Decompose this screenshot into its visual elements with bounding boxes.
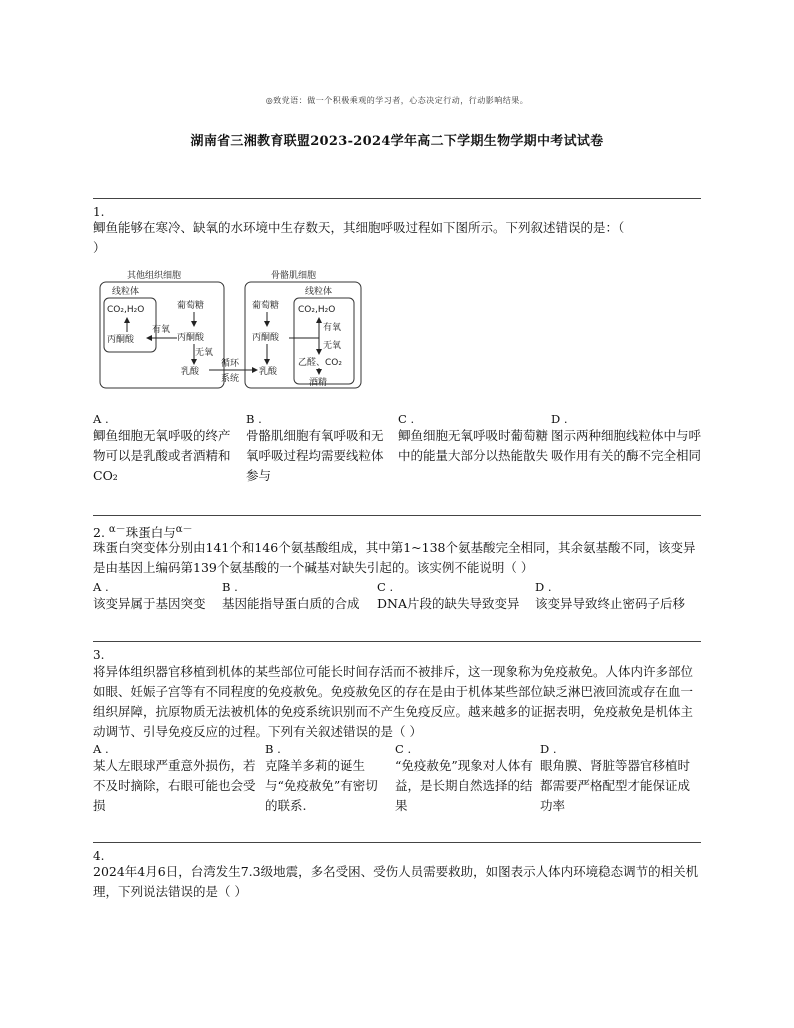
lactate-label: 乳酸 [181, 367, 200, 377]
option-d[interactable] [551, 412, 703, 466]
left-cell-title: 其他组织细胞 [127, 271, 182, 281]
option-d[interactable] [540, 742, 700, 816]
option-text: 鲫鱼细胞无氧呼吸的终产物可以是乳酸或者酒精和CO₂ [93, 428, 231, 483]
option-text: 图示两种细胞线粒体中与呼吸作用有关的酶不完全相同 [551, 428, 702, 463]
pyruvate-label: 丙酮酸 [107, 335, 135, 345]
option-label: D . [551, 412, 568, 426]
question-divider [93, 515, 701, 516]
alpha-symbol: α－ [108, 524, 126, 535]
co2-h2o-label: CO₂,H₂O [298, 305, 336, 315]
question-number: 3. [93, 648, 105, 662]
pyruvate-label: 丙酮酸 [252, 333, 280, 343]
question-divider [93, 842, 701, 843]
option-a[interactable] [93, 412, 238, 486]
option-b[interactable] [222, 580, 374, 614]
anaerobic-label: 无氧 [195, 348, 214, 358]
option-text: 骨骼肌细胞有氧呼吸和无氧呼吸过程均需要线粒体参与 [246, 428, 384, 483]
question-stem: 将异体组织器官移植到机体的某些部位可能长时间存活而不被排斥，这一现象称为免疫赦免。人体内许多部位如眼、妊娠子宫等有不同程度的免疫赦免。免疫赦免区的存在是由于机体某些部位缺乏淋巴液回流或存在血一组织屏障，抗原物质无法被机体的免疫系统识别而不产生免疫反应。越来越多的证据表明，免疫赦免是机体主动调节、引导免疫反应的过程。下列有关叙述错误的是（ ） [93, 664, 694, 739]
question-number: 2. [93, 525, 105, 541]
mito-label: 线粒体 [305, 287, 333, 297]
option-label: B . [246, 412, 262, 426]
aerobic-label: 有氧 [323, 323, 342, 333]
option-b[interactable] [265, 742, 390, 816]
option-label: D . [535, 580, 552, 594]
option-text: “免疫赦免”现象对人体有益，是长期自然选择的结果 [395, 758, 533, 813]
glucose-label: 葡萄糖 [177, 301, 205, 311]
option-text: 鲫鱼细胞无氧呼吸时葡萄糖中的能量大部分以热能散失 [398, 428, 549, 463]
question-number: 1. [93, 205, 105, 219]
option-text: 眼角膜、肾脏等器官移植时都需要严格配型才能保证成功率 [540, 758, 691, 813]
motto-line: ◎致党语：做一个积极乘观的学习者，心态决定行动，行动影响结果。 [265, 96, 529, 105]
option-label: A . [93, 580, 109, 594]
circulation-label: 系统 [221, 374, 240, 384]
option-label: C . [395, 742, 412, 756]
anaerobic-label: 无氧 [323, 341, 342, 351]
option-label: A . [93, 742, 109, 756]
question-divider [93, 198, 701, 199]
option-text: DNA片段的缺失导致变异 [377, 596, 520, 611]
option-text: 克隆羊多莉的诞生与“免疫赦免”有密切的联系. [265, 758, 378, 813]
option-c[interactable] [395, 742, 535, 816]
mito-label: 线粒体 [112, 287, 140, 297]
option-label: C . [377, 580, 394, 594]
option-a[interactable] [93, 742, 258, 816]
option-text: 该变异属于基因突变 [93, 596, 206, 611]
option-text: 某人左眼球严重意外损伤，若不及时摘除，右眼可能也会受损 [93, 758, 256, 813]
head-text: 珠蛋白与 [125, 525, 176, 541]
question-stem: 珠蛋白突变体分别由141个和146个氨基酸组成，其中第1~138个氨基酸完全相同，其余氨基酸不同，该变异是由基因上编码第139个氨基酸的一个碱基对缺失引起的。该实例不能说明（ ） [93, 540, 696, 575]
option-c[interactable] [398, 412, 548, 466]
option-a[interactable] [93, 580, 221, 614]
alpha-symbol: α－ [175, 524, 193, 535]
option-b[interactable] [246, 412, 394, 486]
option-text: 该变异导致终止密码子后移 [535, 596, 686, 611]
option-label: B . [222, 580, 238, 594]
question-number: 4. [93, 849, 105, 863]
question-stem [93, 218, 705, 258]
option-label: B . [265, 742, 281, 756]
option-label: C . [398, 412, 415, 426]
option-d[interactable] [535, 580, 705, 614]
glucose-label: 葡萄糖 [252, 301, 280, 311]
alcohol-label: 酒精 [309, 378, 328, 388]
acetaldehyde-label: 乙醛、CO₂ [298, 358, 342, 368]
aerobic-label: 有氧 [152, 325, 171, 335]
question-stem: 2024年4月6日，台湾发生7.3级地震，多名受困、受伤人员需要救助，如图表示人体内环境稳态调节的相关机理，下列说法错误的是（ ） [93, 864, 699, 899]
option-c[interactable] [377, 580, 532, 614]
circulation-label: 循环 [221, 359, 240, 369]
question-divider [93, 641, 701, 642]
option-text: 基因能指导蛋白质的合成 [222, 596, 360, 611]
pyruvate-label: 丙酮酸 [177, 333, 205, 343]
stem-line: ） [93, 240, 106, 255]
co2-h2o-label: CO₂,H₂O [107, 305, 145, 315]
lactate-label: 乳酸 [259, 367, 278, 377]
option-label: A . [93, 412, 109, 426]
right-cell-title: 骨骼肌细胞 [271, 271, 317, 281]
stem-line: 鲫鱼能够在寒冷、缺氧的水环境中生存数天，其细胞呼吸过程如下图所示。下列叙述错误的是：（ [93, 220, 625, 235]
cell-respiration-diagram [97, 268, 367, 392]
page-title: 湖南省三湘教育联盟2023-2024学年高二下学期生物学期中考试试卷 [190, 134, 604, 149]
option-label: D . [540, 742, 557, 756]
